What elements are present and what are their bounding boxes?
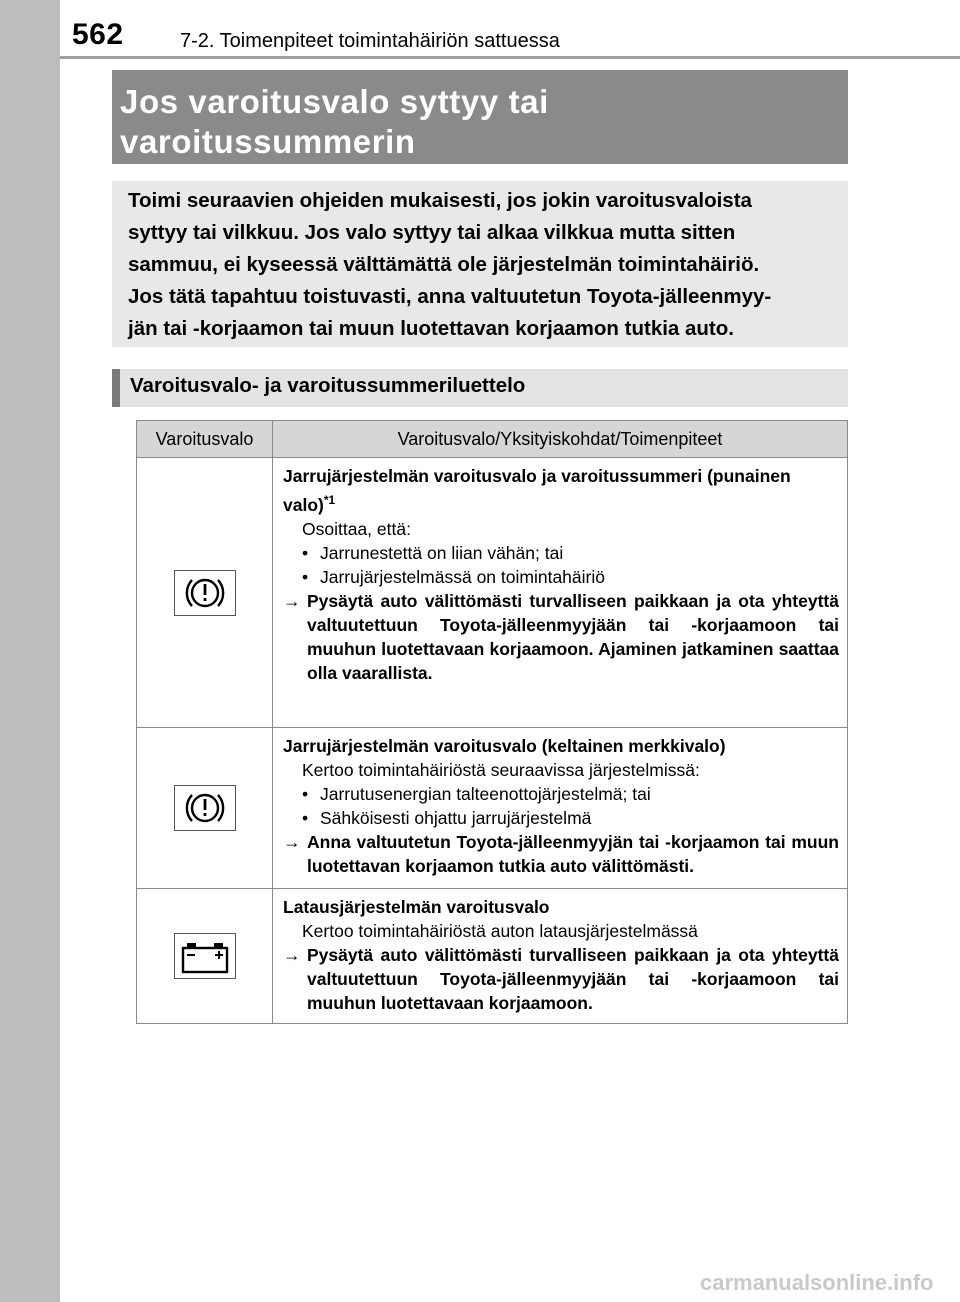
header-rule	[60, 56, 960, 59]
footnote-mark: *1	[323, 493, 336, 507]
row-intro: Kertoo toimintahäiriöstä auton latausjärjestelmässä	[302, 921, 698, 941]
row-title: Jarrujärjestelmän varoitusvalo ja varoitussummeri (punainen valo)$^{*1}$	[283, 466, 791, 515]
column-header-details: Varoitusvalo/Yksityiskohdat/Toimenpiteet	[273, 421, 848, 458]
chapter-title: 7-2. Toimenpiteet toimintahäiriön sattuessa	[180, 30, 560, 52]
row-action: → Anna valtuutetun Toyota-jälleenmyyjän tai -korjaamon tai muun luotettavan korjaamon tutkia auto välittömästi.	[283, 832, 839, 876]
icon-cell	[137, 889, 273, 1024]
section-title	[112, 70, 848, 164]
arrow-icon: →	[283, 590, 301, 611]
page-number: 562	[72, 18, 124, 51]
row-description	[273, 458, 848, 728]
row-action: → Pysäytä auto välittömästi turvalliseen paikkaan ja ota yhteyttä valtuutettuun Toyota-jälleenmyyjään tai -korjaamoon tai muuhun luotettavaan korjaamoon.	[283, 945, 839, 1013]
section-title-line1: Jos varoitusvalo syttyy tai varoitussummerin	[120, 83, 549, 160]
row-action: → Pysäytä auto välittömästi turvalliseen paikkaan ja ota yhteyttä valtuutettuun Toyota-jälleenmyyjään tai -korjaamoon tai muuhun luotettavaan korjaamoon. Ajaminen jatkaminen saattaa olla vaarallista.	[283, 590, 839, 683]
row-bullet: • Jarrunestettä on liian vähän; tai	[302, 542, 564, 563]
arrow-icon: →	[283, 832, 301, 852]
arrow-icon: →	[283, 945, 301, 965]
table-row	[137, 458, 848, 728]
row-description	[273, 728, 848, 889]
row-bullet: • Jarrujärjestelmässä on toimintahäiriö	[302, 566, 605, 587]
brake-warning-icon	[174, 570, 236, 616]
row-bullet: • Sähköisesti ohjattu jarrujärjestelmä	[302, 808, 592, 828]
battery-icon	[174, 933, 236, 979]
row-title: Latausjärjestelmän varoitusvalo	[283, 897, 550, 917]
intro-line: sammuu, ei kyseessä välttämättä ole järjestelmän toimintahäiriö.	[128, 253, 760, 276]
row-description	[273, 889, 848, 1024]
intro-line: Toimi seuraavien ohjeiden mukaisesti, jos jokin varoitusvaloista	[128, 189, 752, 212]
subheading: Varoitusvalo- ja varoitussummeriluettelo	[112, 369, 848, 407]
intro-line: Jos tätä tapahtuu toistuvasti, anna valtuutetun Toyota-jälleenmyy-	[128, 285, 772, 308]
row-intro: Osoittaa, että:	[302, 518, 411, 539]
row-bullet: • Jarrutusenergian talteenottojärjestelmä; tai	[302, 784, 651, 804]
side-band	[0, 0, 60, 1302]
icon-cell	[137, 458, 273, 728]
table-header-row	[137, 421, 848, 458]
icon-cell	[137, 728, 273, 889]
row-title: Jarrujärjestelmän varoitusvalo (keltainen merkkivalo)	[283, 736, 726, 756]
watermark: carmanualsonline.info	[700, 1270, 934, 1295]
brake-warning-icon	[174, 785, 236, 831]
column-header-light: Varoitusvalo	[137, 421, 273, 458]
row-intro: Kertoo toimintahäiriöstä seuraavissa järjestelmissä:	[302, 760, 700, 780]
table-row	[137, 728, 848, 889]
intro-line: jän tai -korjaamon tai muun luotettavan korjaamon tutkia auto.	[128, 317, 734, 340]
intro-box	[112, 181, 848, 347]
intro-line: syttyy tai vilkkuu. Jos valo syttyy tai alkaa vilkkua mutta sitten	[128, 221, 736, 244]
table-row	[137, 889, 848, 1024]
warning-light-table	[136, 420, 848, 1024]
